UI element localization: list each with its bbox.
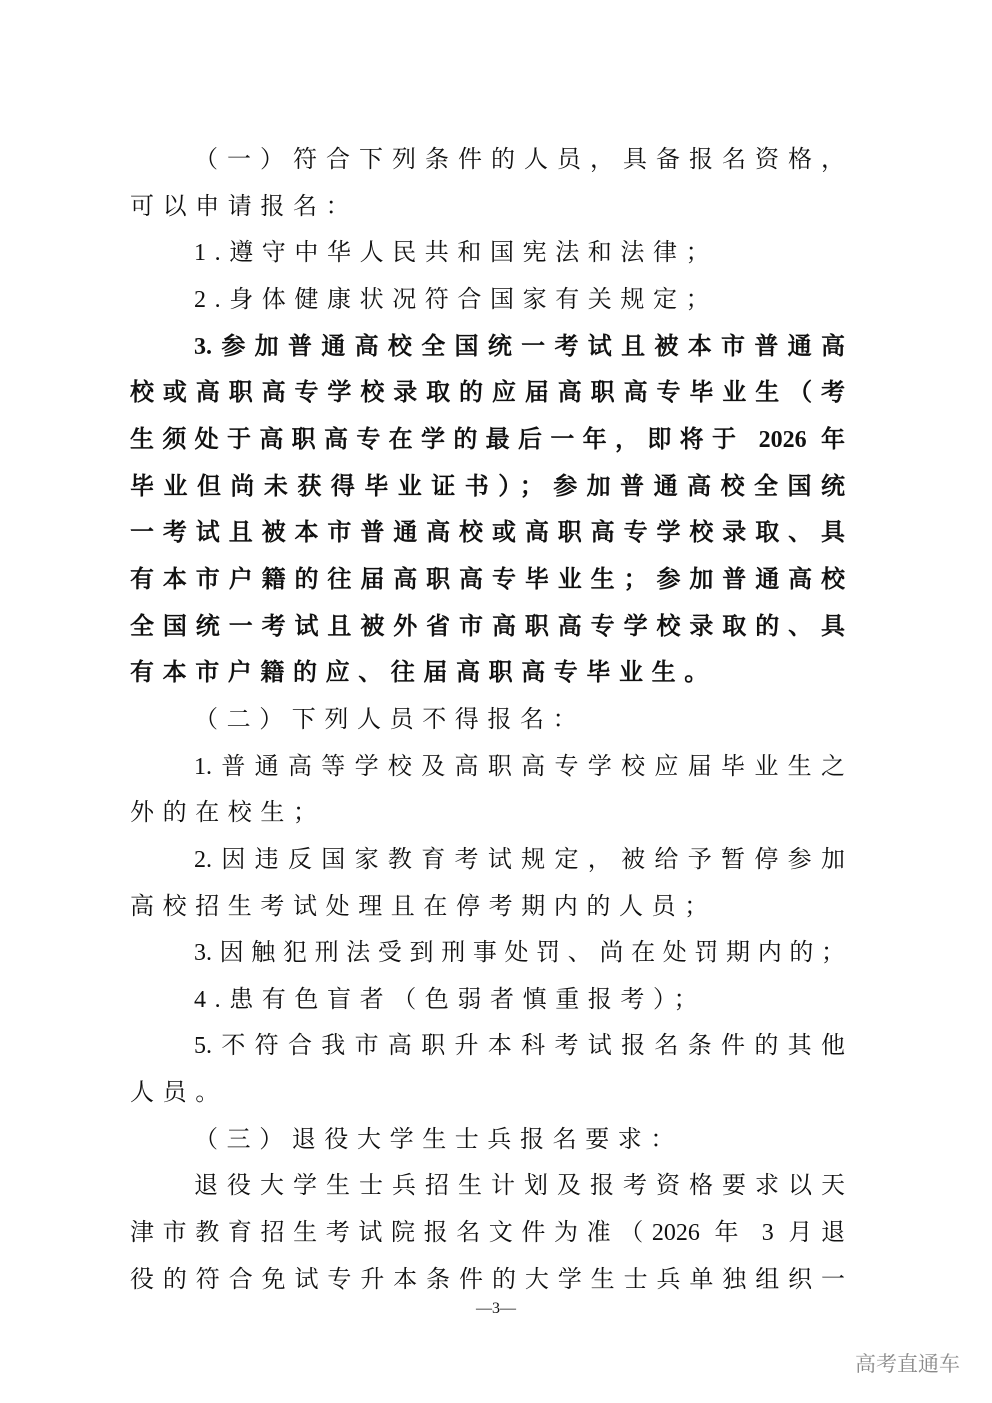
text-line: 退役大学生士兵招生计划及报考资格要求以天 [194,1173,845,1200]
text-line: 津市教育招生考试院报名文件为准（2026 年 3 月退 [130,1220,845,1247]
text-line: 4.患有色盲者（色弱者慎重报考）； [194,986,707,1013]
text-line: 可以申请报名： [130,193,359,220]
text-line: 一考试且被本市普通高校或高职高专学校录取、具 [130,520,845,547]
text-line: 人员。 [130,1080,228,1107]
text-line: 校或高职高专学校录取的应届高职高专毕业生（考 [130,380,845,407]
text-line: 生须处于高职高专在学的最后一年，即将于 2026 年 [130,426,845,453]
text-line: 役的符合免试专升本条件的大学生士兵单独组织一 [130,1266,845,1293]
text-line: 2.因违反国家教育考试规定，被给予暂停参加 [194,846,845,873]
text-line: 全国统一考试且被外省市高职高专学校录取的、具 [130,613,845,640]
text-line: 有本市户籍的往届高职高专毕业生；参加普通高校 [130,566,845,593]
text-line: 3.因触犯刑法受到刑事处罚、尚在处罚期内的； [194,940,845,967]
text-line: 毕业但尚未获得毕业证书）；参加普通高校全国统 [130,473,845,500]
text-line: 高校招生考试处理且在停考期内的人员； [130,893,717,920]
document-body [130,137,845,1303]
text-line: （三）退役大学生士兵报名要求： [194,1126,683,1153]
text-line: 3.参加普通高校全国统一考试且被本市普通高 [194,333,845,360]
text-line: 有本市户籍的应、往届高职高专毕业生。 [130,660,717,687]
text-line: 外的在校生； [130,800,326,827]
watermark: 高考直通车 [855,1352,960,1376]
text-line: 2.身体健康状况符合国家有关规定； [194,286,719,313]
page-number: —3— [476,1300,516,1317]
text-line: （一）符合下列条件的人员，具备报名资格， [194,147,845,173]
text-line: （二）下列人员不得报名： [194,706,586,733]
text-line: 1.遵守中华人民共和国宪法和法律； [194,240,719,267]
text-line: 1.普通高等学校及高职高专学校应届毕业生之 [194,753,845,780]
text-line: 5.不符合我市高职升本科考试报名条件的其他 [194,1033,845,1060]
